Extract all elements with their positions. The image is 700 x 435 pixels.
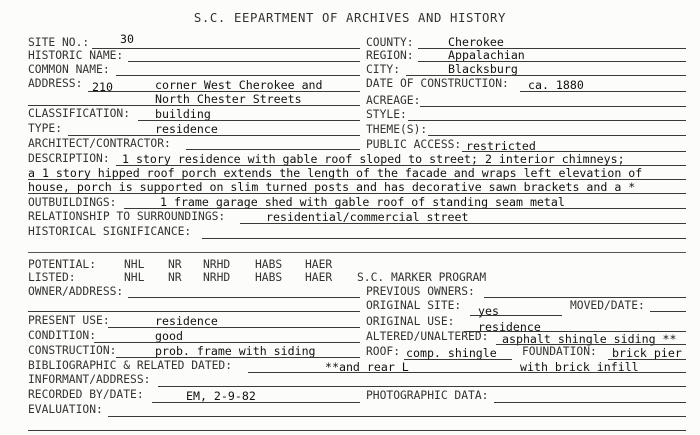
region-label: REGION: xyxy=(366,49,414,62)
informant-label: INFORMANT/ADDRESS: xyxy=(28,373,151,386)
classification-label: CLASSIFICATION: xyxy=(28,107,131,120)
original-site-value: yes xyxy=(478,304,499,318)
type-value: residence xyxy=(155,122,218,136)
themes-line xyxy=(428,135,686,136)
relationship-value: residential/commercial street xyxy=(266,210,469,224)
potential-habs: HABS xyxy=(255,258,283,271)
classification-value: building xyxy=(155,107,211,121)
description-label: DESCRIPTION: xyxy=(28,152,110,165)
section-separator xyxy=(28,252,686,253)
description-line3-value: house, porch is supported on slim turned posts and has decorative sawn brackets and a * xyxy=(28,180,636,194)
architect-label: ARCHITECT/CONTRACTOR: xyxy=(28,137,171,150)
recorded-by-label: RECORDED BY/DATE: xyxy=(28,388,144,401)
relationship-label: RELATIONSHIP TO SURROUNDINGS: xyxy=(28,210,226,223)
relationship-line xyxy=(240,223,686,224)
outbuildings-line xyxy=(124,208,686,209)
classification-line xyxy=(138,120,360,121)
present-use-line xyxy=(108,327,360,328)
historic-name-label: HISTORIC NAME: xyxy=(28,49,124,62)
acreage-line xyxy=(420,106,686,107)
date-construction-line xyxy=(520,91,686,92)
original-use-label: ORIGINAL USE: xyxy=(366,315,455,328)
condition-value: good xyxy=(155,329,183,343)
foundation-label: FOUNDATION: xyxy=(522,345,597,358)
construction-line xyxy=(116,357,360,358)
foundation-value: brick pier xyxy=(612,346,682,360)
present-use-value: residence xyxy=(155,314,218,328)
date-construction-label: DATE OF CONSTRUCTION: xyxy=(366,77,509,90)
recorded-by-value: EM, 2-9-82 xyxy=(186,389,256,403)
construction-value: prob. frame with siding xyxy=(155,344,316,358)
roof-line xyxy=(404,359,512,360)
themes-label: THEME(S): xyxy=(366,123,428,136)
city-line xyxy=(406,75,686,76)
card-header: S.C. EEPARTMENT OF ARCHIVES AND HISTORY xyxy=(193,11,507,25)
outbuildings-value: 1 frame garage shed with gable roof of standing seam metal xyxy=(160,195,565,209)
description-line2-value: a 1 story hipped roof porch extends the length of the facade and wraps left elevation of xyxy=(28,166,643,180)
architect-line xyxy=(186,149,360,150)
potential-label: POTENTIAL: xyxy=(28,258,97,271)
site-no-line xyxy=(92,48,360,49)
common-name-label: COMMON NAME: xyxy=(28,63,110,76)
owner-address-line2 xyxy=(28,311,360,312)
evaluation-line2 xyxy=(28,430,686,431)
region-value: Appalachian xyxy=(448,48,525,62)
listed-label: LISTED: xyxy=(28,271,76,284)
altered-label: ALTERED/UNALTERED: xyxy=(366,330,489,343)
roof-value: comp. shingle xyxy=(406,346,497,360)
owner-address-label: OWNER/ADDRESS: xyxy=(28,285,124,298)
condition-line xyxy=(94,342,360,343)
type-label: TYPE: xyxy=(28,122,63,135)
type-line xyxy=(68,135,360,136)
listed-habs: HABS xyxy=(255,271,283,284)
original-use-value: residence xyxy=(478,320,541,334)
bibliographic-line xyxy=(248,372,686,373)
common-name-line xyxy=(116,75,360,76)
recorded-by-line xyxy=(152,402,360,403)
county-label: COUNTY: xyxy=(366,36,414,49)
construction-label: CONSTRUCTION: xyxy=(28,344,117,357)
outbuildings-label: OUTBUILDINGS: xyxy=(28,196,117,209)
address-label: ADDRESS: xyxy=(28,77,83,90)
bibliographic-label: BIBLIOGRAPHIC & RELATED DATED: xyxy=(28,359,233,372)
informant-line xyxy=(158,386,686,387)
style-label: STYLE: xyxy=(366,108,407,121)
condition-label: CONDITION: xyxy=(28,329,97,342)
foundation-note: with brick infill xyxy=(520,360,639,374)
original-site-line xyxy=(470,315,562,316)
evaluation-line1 xyxy=(108,416,686,417)
original-site-label: ORIGINAL SITE: xyxy=(366,299,462,312)
historic-name-line xyxy=(128,61,360,62)
public-access-label: PUBLIC ACCESS: xyxy=(366,138,462,151)
potential-haer: HAER xyxy=(305,258,333,271)
previous-owners-line xyxy=(484,297,686,298)
potential-nhl: NHL xyxy=(124,258,145,271)
altered-value: asphalt shingle siding ** xyxy=(502,332,677,346)
listed-nhl: NHL xyxy=(124,271,145,284)
site-no-label: SITE NO.: xyxy=(28,36,90,49)
date-construction-value: ca. 1880 xyxy=(528,78,584,92)
description-line1-value: 1 story residence with gable roof sloped to street; 2 interior chimneys; xyxy=(122,152,625,166)
public-access-value: restricted xyxy=(466,139,536,153)
listed-nrhd: NRHD xyxy=(203,271,231,284)
historical-significance-label: HISTORICAL SIGNIFICANCE: xyxy=(28,225,192,238)
photographic-label: PHOTOGRAPHIC DATA: xyxy=(366,389,489,402)
evaluation-label: EVALUATION: xyxy=(28,403,103,416)
moved-date-line xyxy=(650,311,686,312)
style-line xyxy=(408,120,686,121)
owner-address-line1 xyxy=(128,297,360,298)
address-line1-value: corner West Cherokee and xyxy=(155,78,323,92)
address-line2 xyxy=(28,105,360,106)
site-no-value: 30 xyxy=(120,32,134,46)
city-label: CITY: xyxy=(366,63,401,76)
moved-date-label: MOVED/DATE: xyxy=(570,299,645,312)
bibliographic-note: **and rear L xyxy=(325,360,409,374)
county-value: Cherokee xyxy=(448,35,504,49)
previous-owners-label: PREVIOUS OWNERS: xyxy=(366,285,475,298)
listed-haer: HAER xyxy=(305,271,333,284)
potential-nrhd: NRHD xyxy=(203,258,231,271)
city-value: Blacksburg xyxy=(448,62,518,76)
roof-label: ROOF: xyxy=(366,345,401,358)
marker-program-label: S.C. MARKER PROGRAM xyxy=(357,271,487,284)
potential-nr: NR xyxy=(168,258,182,271)
description-line3 xyxy=(28,193,686,194)
address-line2-value: North Chester Streets xyxy=(155,92,302,106)
listed-nr: NR xyxy=(168,271,182,284)
photographic-line xyxy=(494,402,686,403)
acreage-label: ACREAGE: xyxy=(366,94,421,107)
present-use-label: PRESENT USE: xyxy=(28,314,110,327)
historical-significance-line xyxy=(202,238,686,239)
address-number: 210 xyxy=(92,80,113,94)
